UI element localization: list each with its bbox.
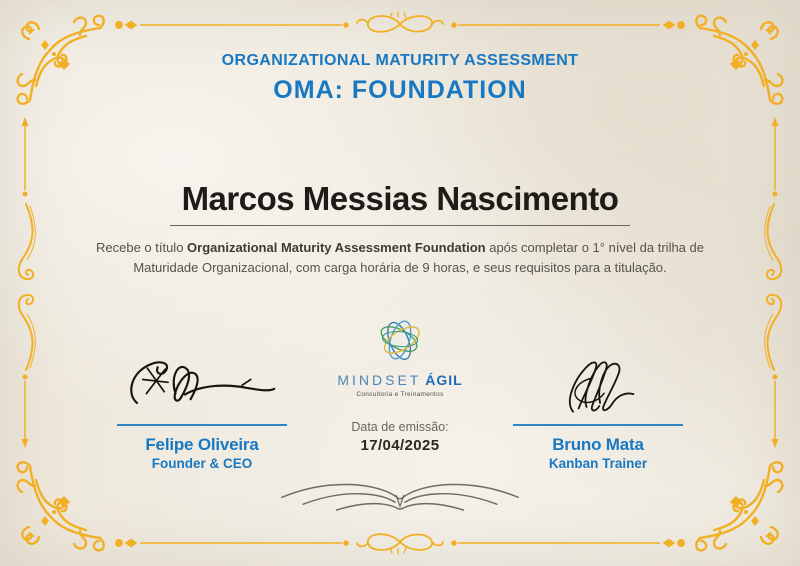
signature-line	[513, 424, 683, 426]
thread-ball-logo-icon	[374, 314, 426, 366]
issue-date-label: Data de emissão:	[351, 420, 449, 434]
left-side-flourish-icon	[19, 204, 36, 370]
signatory-title: Founder & CEO	[151, 456, 253, 471]
brand-name-secondary: ÁGIL	[425, 372, 463, 388]
program-subtitle: ORGANIZATIONAL MATURITY ASSESSMENT	[221, 52, 579, 69]
signature-ink-icon	[122, 356, 282, 418]
right-border-line	[772, 117, 779, 448]
signatory-name: Bruno Mata	[552, 435, 644, 454]
bottom-infinity-scroll-icon	[357, 534, 443, 554]
certificate-title: OMA: FOUNDATION	[273, 76, 527, 104]
brand-name	[330, 372, 470, 388]
issuer-logo	[330, 314, 470, 398]
issue-date-value: 17/04/2025	[360, 437, 440, 454]
description-text	[60, 238, 740, 278]
issue-date-block	[330, 420, 470, 454]
calligraphic-flourish-icon	[277, 470, 523, 514]
description-bold-title: Organizational Maturity Assessment Foundation	[187, 240, 486, 255]
description-line-2: Maturidade Organizacional, com carga horária de 9 horas, e seus requisitos para a titulação.	[133, 260, 667, 275]
description-line-1: Recebe o título Organizational Maturity Assessment Foundation após completar o 1° nível da trilha de	[95, 240, 704, 255]
signature-block-right	[503, 356, 693, 471]
right-side-flourish-icon	[765, 204, 782, 370]
signatory-title: Kanban Trainer	[548, 456, 648, 471]
signature-ink-icon	[550, 356, 645, 418]
brand-name-primary: MINDSET	[337, 372, 422, 388]
brand-tagline: Consultoria e Treinamentos	[356, 391, 444, 398]
signature-line	[117, 424, 287, 426]
left-border-line	[22, 117, 29, 448]
signature-block-left	[107, 356, 297, 471]
signatory-name: Felipe Oliveira	[145, 435, 259, 454]
top-infinity-scroll-icon	[357, 12, 443, 32]
name-underline	[170, 225, 630, 226]
recipient-name: Marcos Messias Nascimento	[181, 180, 619, 217]
